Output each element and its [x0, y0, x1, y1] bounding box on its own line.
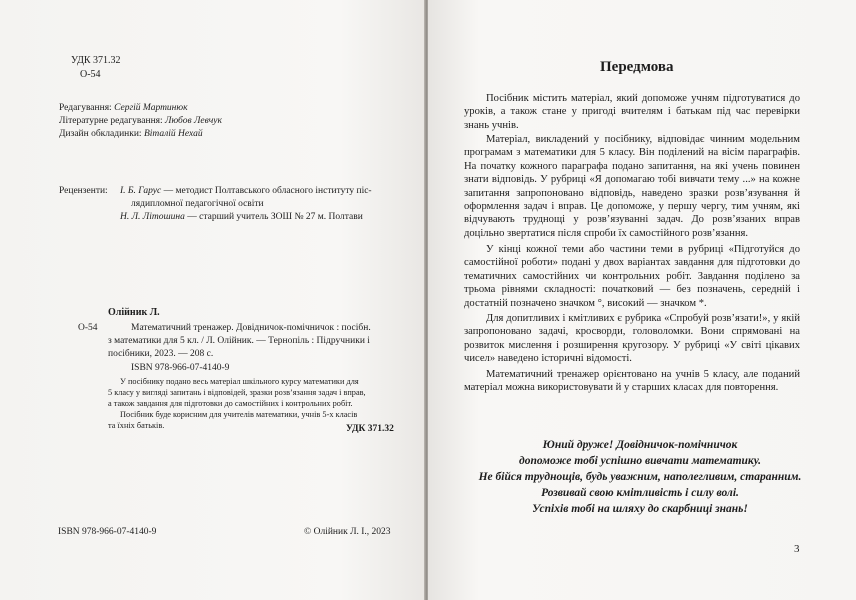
- literary-editor-line: Літературне редагування: Любов Левчук: [59, 116, 222, 126]
- author-name: Олійник Л.: [108, 307, 160, 318]
- reviewers-label: Рецензенти:: [59, 186, 108, 196]
- abstract-line: та їхніх батьків.: [108, 421, 165, 430]
- card-isbn: ISBN 978-966-07-4140-9: [131, 363, 230, 373]
- preface-paragraph: Для допитливих і кмітливих є рубрика «Спробуй розв’язати!», у якій запропоновано задачі, кросворди, головоломки. Вони спрямовані на розвиток мислення і розширення кругозору. У рубриці «У світі цікавих чисел» наведено історичні відомості.: [464, 313, 800, 365]
- udk-code: УДК 371.32: [71, 55, 121, 66]
- copyright: © Олійник Л. І., 2023: [304, 527, 391, 537]
- abstract-line: У посібнику подано весь матеріал шкільного курсу математики для: [120, 377, 359, 386]
- reviewer-1-continuation: лядипломної педагогічної освіти: [131, 199, 264, 209]
- card-title-line-2: з математики для 5 кл. / Л. Олійник. — Тернопіль : Підручники і: [108, 336, 370, 346]
- reviewer-1: І. Б. Гарус — методист Полтавського обласного інституту піс-: [120, 186, 372, 196]
- preface-heading: Передмова: [600, 59, 674, 75]
- motto-line: Розвивай свою кмітливість і силу волі.: [541, 487, 739, 499]
- preface-paragraph: У кінці кожної теми або частини теми в рубриці «Підготуйся до самостійної роботи» подані у двох варіантах завдання для підготовки до тематичних самостійних чи контрольних робіт. Завдання поділено за трьома рівнями складності: початковий — без позначень, середній і достатній позначено значком °, високий — значком *.: [464, 244, 800, 309]
- abstract-line: а також завдання для підготовки до самостійних і контрольних робіт.: [108, 399, 353, 408]
- motto-line: допоможе тобі успішно вивчати математику.: [519, 455, 761, 467]
- abstract-line: Посібник буде корисним для учителів математики, учнів 5-х класів: [120, 410, 358, 419]
- abstract-line: 5 класу у вигляді запитань і відповідей, зразки розв’язання задач і вправ,: [108, 388, 366, 397]
- preface-paragraph: Матеріал, викладений у посібнику, відповідає чинним модельним програмам з математики для 5 класу. Він поділений на вісім параграфів. На початку кожного параграфа подано запитання, на які учень повинен знати відповідь. У рубриці «Я допомагаю тобі вивчати тему ...» на кожне запитання запропоновано відповідь, наведено зразки розв’язування й оформлення задач і вправ. Це допоможе, у першу чергу, тим учням, які відчувають труднощі у розв’язуванні задач. До розв’язаних вправ доцільно звертатися після спроби їх самостійного розв’язання.: [464, 134, 800, 239]
- motto-line: Юний друже! Довідничок-помічничок: [542, 439, 738, 451]
- editor-line: Редагування: Сергій Мартинюк: [59, 103, 188, 113]
- page-number: 3: [794, 543, 800, 555]
- left-page: [0, 0, 425, 600]
- motto-line: Не бійся труднощів, будь уважним, наполегливим, старанним.: [478, 471, 802, 483]
- udk-bottom: УДК 371.32: [346, 424, 394, 434]
- catalog-code: О-54: [80, 69, 101, 80]
- preface-paragraph: Посібник містить матеріал, який допоможе учням підготуватися до уроків, а також стане у пригоді вчителям і батькам під час перевірки знань учнів.: [464, 93, 800, 131]
- reviewer-2: Н. Л. Літошина — старший учитель ЗОШ № 27 м. Полтави: [120, 212, 363, 222]
- card-code: О-54: [78, 323, 98, 333]
- card-title-line-3: посібники, 2023. — 208 с.: [108, 349, 214, 359]
- card-title-line-1: Математичний тренажер. Довідничок-помічничок : посібн.: [131, 323, 371, 333]
- motto-line: Успіхів тобі на шляху до скарбниці знань!: [532, 503, 748, 515]
- preface-paragraph: Математичний тренажер орієнтовано на учнів 5 класу, але поданий матеріал можна використовувати й у старших класах для повторення.: [464, 369, 800, 394]
- footer-isbn: ISBN 978-966-07-4140-9: [58, 527, 157, 537]
- cover-design-line: Дизайн обкладинки: Віталій Нехай: [59, 129, 203, 139]
